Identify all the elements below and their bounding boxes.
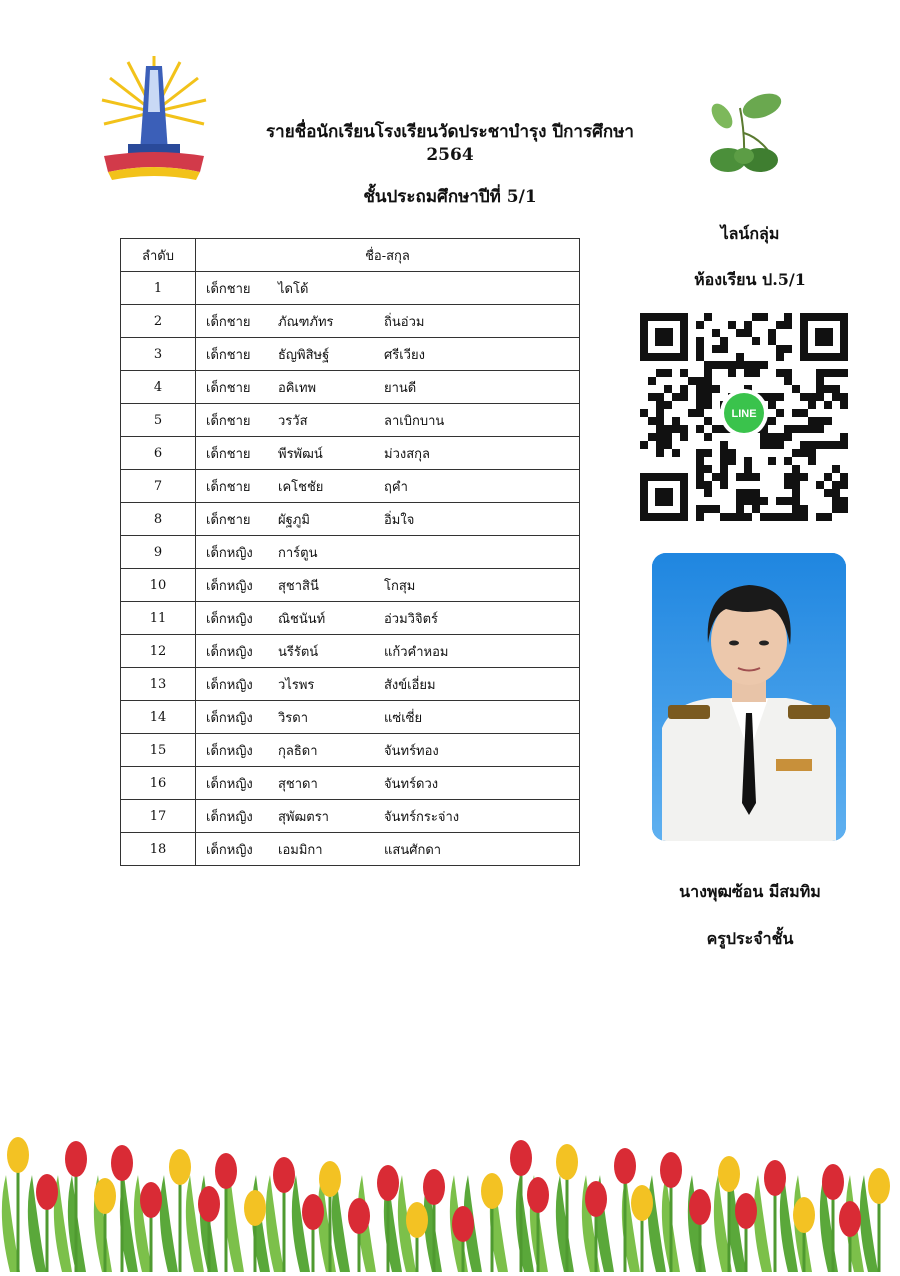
- student-name-cell: [196, 734, 580, 767]
- table-row: [121, 338, 580, 371]
- row-number: 12: [121, 635, 196, 668]
- line-badge-text: LINE: [731, 408, 757, 420]
- row-number: 5: [121, 404, 196, 437]
- student-roster-table: [120, 238, 580, 866]
- row-number: 11: [121, 602, 196, 635]
- row-number: 6: [121, 437, 196, 470]
- column-header-name: ชื่อ-สกุล: [196, 239, 580, 272]
- row-number: 2: [121, 305, 196, 338]
- student-first-name: สุพัฒตรา: [278, 809, 329, 825]
- table-row: [121, 536, 580, 569]
- row-number: 14: [121, 701, 196, 734]
- student-last-name: ลาเบิกบาน: [384, 413, 445, 429]
- student-prefix: เด็กชาย: [206, 479, 251, 495]
- student-last-name: โกสุม: [384, 578, 416, 594]
- student-prefix: เด็กชาย: [206, 347, 251, 363]
- student-prefix: เด็กหญิง: [206, 842, 253, 858]
- student-name-cell: [196, 437, 580, 470]
- student-prefix: เด็กชาย: [206, 512, 251, 528]
- student-last-name: แซ่เซี่ย: [384, 710, 423, 726]
- student-name-cell: [196, 404, 580, 437]
- student-first-name: วไรพร: [278, 677, 315, 693]
- student-name-cell: [196, 833, 580, 866]
- student-first-name: การ์ตูน: [278, 545, 318, 561]
- student-prefix: เด็กหญิง: [206, 578, 253, 594]
- table-row: [121, 404, 580, 437]
- table-row: [121, 800, 580, 833]
- student-name-cell: [196, 635, 580, 668]
- student-last-name: อ่วมวิจิตร์: [384, 611, 439, 627]
- row-number: 16: [121, 767, 196, 800]
- table-row: [121, 371, 580, 404]
- row-number: 8: [121, 503, 196, 536]
- student-last-name: ศรีเวียง: [384, 347, 425, 363]
- line-qr-code[interactable]: [640, 313, 848, 521]
- student-name-cell: [196, 800, 580, 833]
- row-number: 1: [121, 272, 196, 305]
- teacher-photo: [652, 553, 846, 841]
- table-row: [121, 833, 580, 866]
- student-name-cell: [196, 371, 580, 404]
- student-prefix: เด็กหญิง: [206, 677, 253, 693]
- student-first-name: อคิเทพ: [278, 380, 317, 396]
- student-first-name: กุลธิดา: [278, 743, 318, 759]
- table-row: [121, 701, 580, 734]
- column-header-no: ลำดับ: [121, 239, 196, 272]
- student-prefix: เด็กหญิง: [206, 545, 253, 561]
- student-last-name: จันทร์ทอง: [384, 743, 439, 759]
- table-row: [121, 470, 580, 503]
- student-last-name: ถิ่นอ่วม: [384, 314, 425, 330]
- table-header-row: [121, 239, 580, 272]
- line-group-label: ไลน์กลุ่ม: [720, 224, 780, 243]
- school-logo: [98, 52, 210, 184]
- student-prefix: เด็กชาย: [206, 380, 251, 396]
- student-name-cell: [196, 305, 580, 338]
- row-number: 18: [121, 833, 196, 866]
- row-number: 15: [121, 734, 196, 767]
- student-prefix: เด็กชาย: [206, 446, 251, 462]
- student-first-name: ไดโด้: [278, 281, 309, 297]
- student-prefix: เด็กหญิง: [206, 743, 253, 759]
- student-last-name: ม่วงสกุล: [384, 446, 430, 462]
- table-row: [121, 272, 580, 305]
- page-title: รายชื่อนักเรียนโรงเรียนวัดประชาบำรุง ปีการศึกษา 2564: [266, 122, 634, 165]
- student-name-cell: [196, 701, 580, 734]
- student-first-name: วิรดา: [278, 710, 309, 726]
- row-number: 3: [121, 338, 196, 371]
- table-row: [121, 767, 580, 800]
- table-row: [121, 668, 580, 701]
- tulip-border-decoration: [0, 1095, 900, 1272]
- row-number: 13: [121, 668, 196, 701]
- student-name-cell: [196, 602, 580, 635]
- student-last-name: จันทร์ดวง: [384, 776, 439, 792]
- student-name-cell: [196, 338, 580, 371]
- student-last-name: แสนศักดา: [384, 842, 442, 858]
- student-prefix: เด็กชาย: [206, 314, 251, 330]
- room-label: ห้องเรียน ป.5/1: [694, 270, 806, 289]
- student-prefix: เด็กชาย: [206, 413, 251, 429]
- student-prefix: เด็กชาย: [206, 281, 251, 297]
- row-number: 9: [121, 536, 196, 569]
- student-first-name: สุชาดา: [278, 776, 318, 792]
- teacher-role: ครูประจำชั้น: [706, 929, 794, 948]
- student-first-name: วรวัส: [278, 413, 308, 429]
- student-first-name: ผัฐภูมิ: [278, 512, 310, 528]
- student-first-name: สุชาสินี: [278, 578, 319, 594]
- student-name-cell: [196, 668, 580, 701]
- student-last-name: ยานดี: [384, 380, 417, 396]
- student-first-name: เอมมิกา: [278, 842, 323, 858]
- table-row: [121, 503, 580, 536]
- table-row: [121, 635, 580, 668]
- leaf-illustration: [700, 88, 790, 188]
- student-prefix: เด็กหญิง: [206, 776, 253, 792]
- table-row: [121, 602, 580, 635]
- student-name-cell: [196, 536, 580, 569]
- student-name-cell: [196, 767, 580, 800]
- student-name-cell: [196, 503, 580, 536]
- student-last-name: จันทร์กระจ่าง: [384, 809, 460, 825]
- table-row: [121, 734, 580, 767]
- student-last-name: สังข์เอี่ยม: [384, 677, 436, 693]
- row-number: 10: [121, 569, 196, 602]
- student-first-name: ณิชนันท์: [278, 611, 326, 627]
- table-row: [121, 437, 580, 470]
- table-row: [121, 305, 580, 338]
- student-prefix: เด็กหญิง: [206, 710, 253, 726]
- teacher-name: นางพุฒซ้อน มีสมทิม: [679, 882, 821, 901]
- student-prefix: เด็กหญิง: [206, 809, 253, 825]
- student-name-cell: [196, 272, 580, 305]
- student-last-name: ฤคำ: [384, 479, 408, 495]
- student-first-name: พีรพัฒน์: [278, 446, 323, 462]
- student-last-name: อิ่มใจ: [384, 512, 415, 528]
- student-first-name: นรีรัตน์: [278, 644, 319, 660]
- student-first-name: ธัญพิสิษฐ์: [278, 347, 330, 363]
- student-first-name: เคโชชัย: [278, 479, 324, 495]
- student-prefix: เด็กหญิง: [206, 644, 253, 660]
- student-name-cell: [196, 470, 580, 503]
- row-number: 7: [121, 470, 196, 503]
- row-number: 17: [121, 800, 196, 833]
- student-name-cell: [196, 569, 580, 602]
- table-row: [121, 569, 580, 602]
- student-first-name: ภัณฑภัทร: [278, 314, 334, 330]
- class-subtitle: ชั้นประถมศึกษาปีที่ 5/1: [363, 187, 537, 207]
- student-last-name: แก้วคำหอม: [384, 644, 449, 660]
- student-prefix: เด็กหญิง: [206, 611, 253, 627]
- row-number: 4: [121, 371, 196, 404]
